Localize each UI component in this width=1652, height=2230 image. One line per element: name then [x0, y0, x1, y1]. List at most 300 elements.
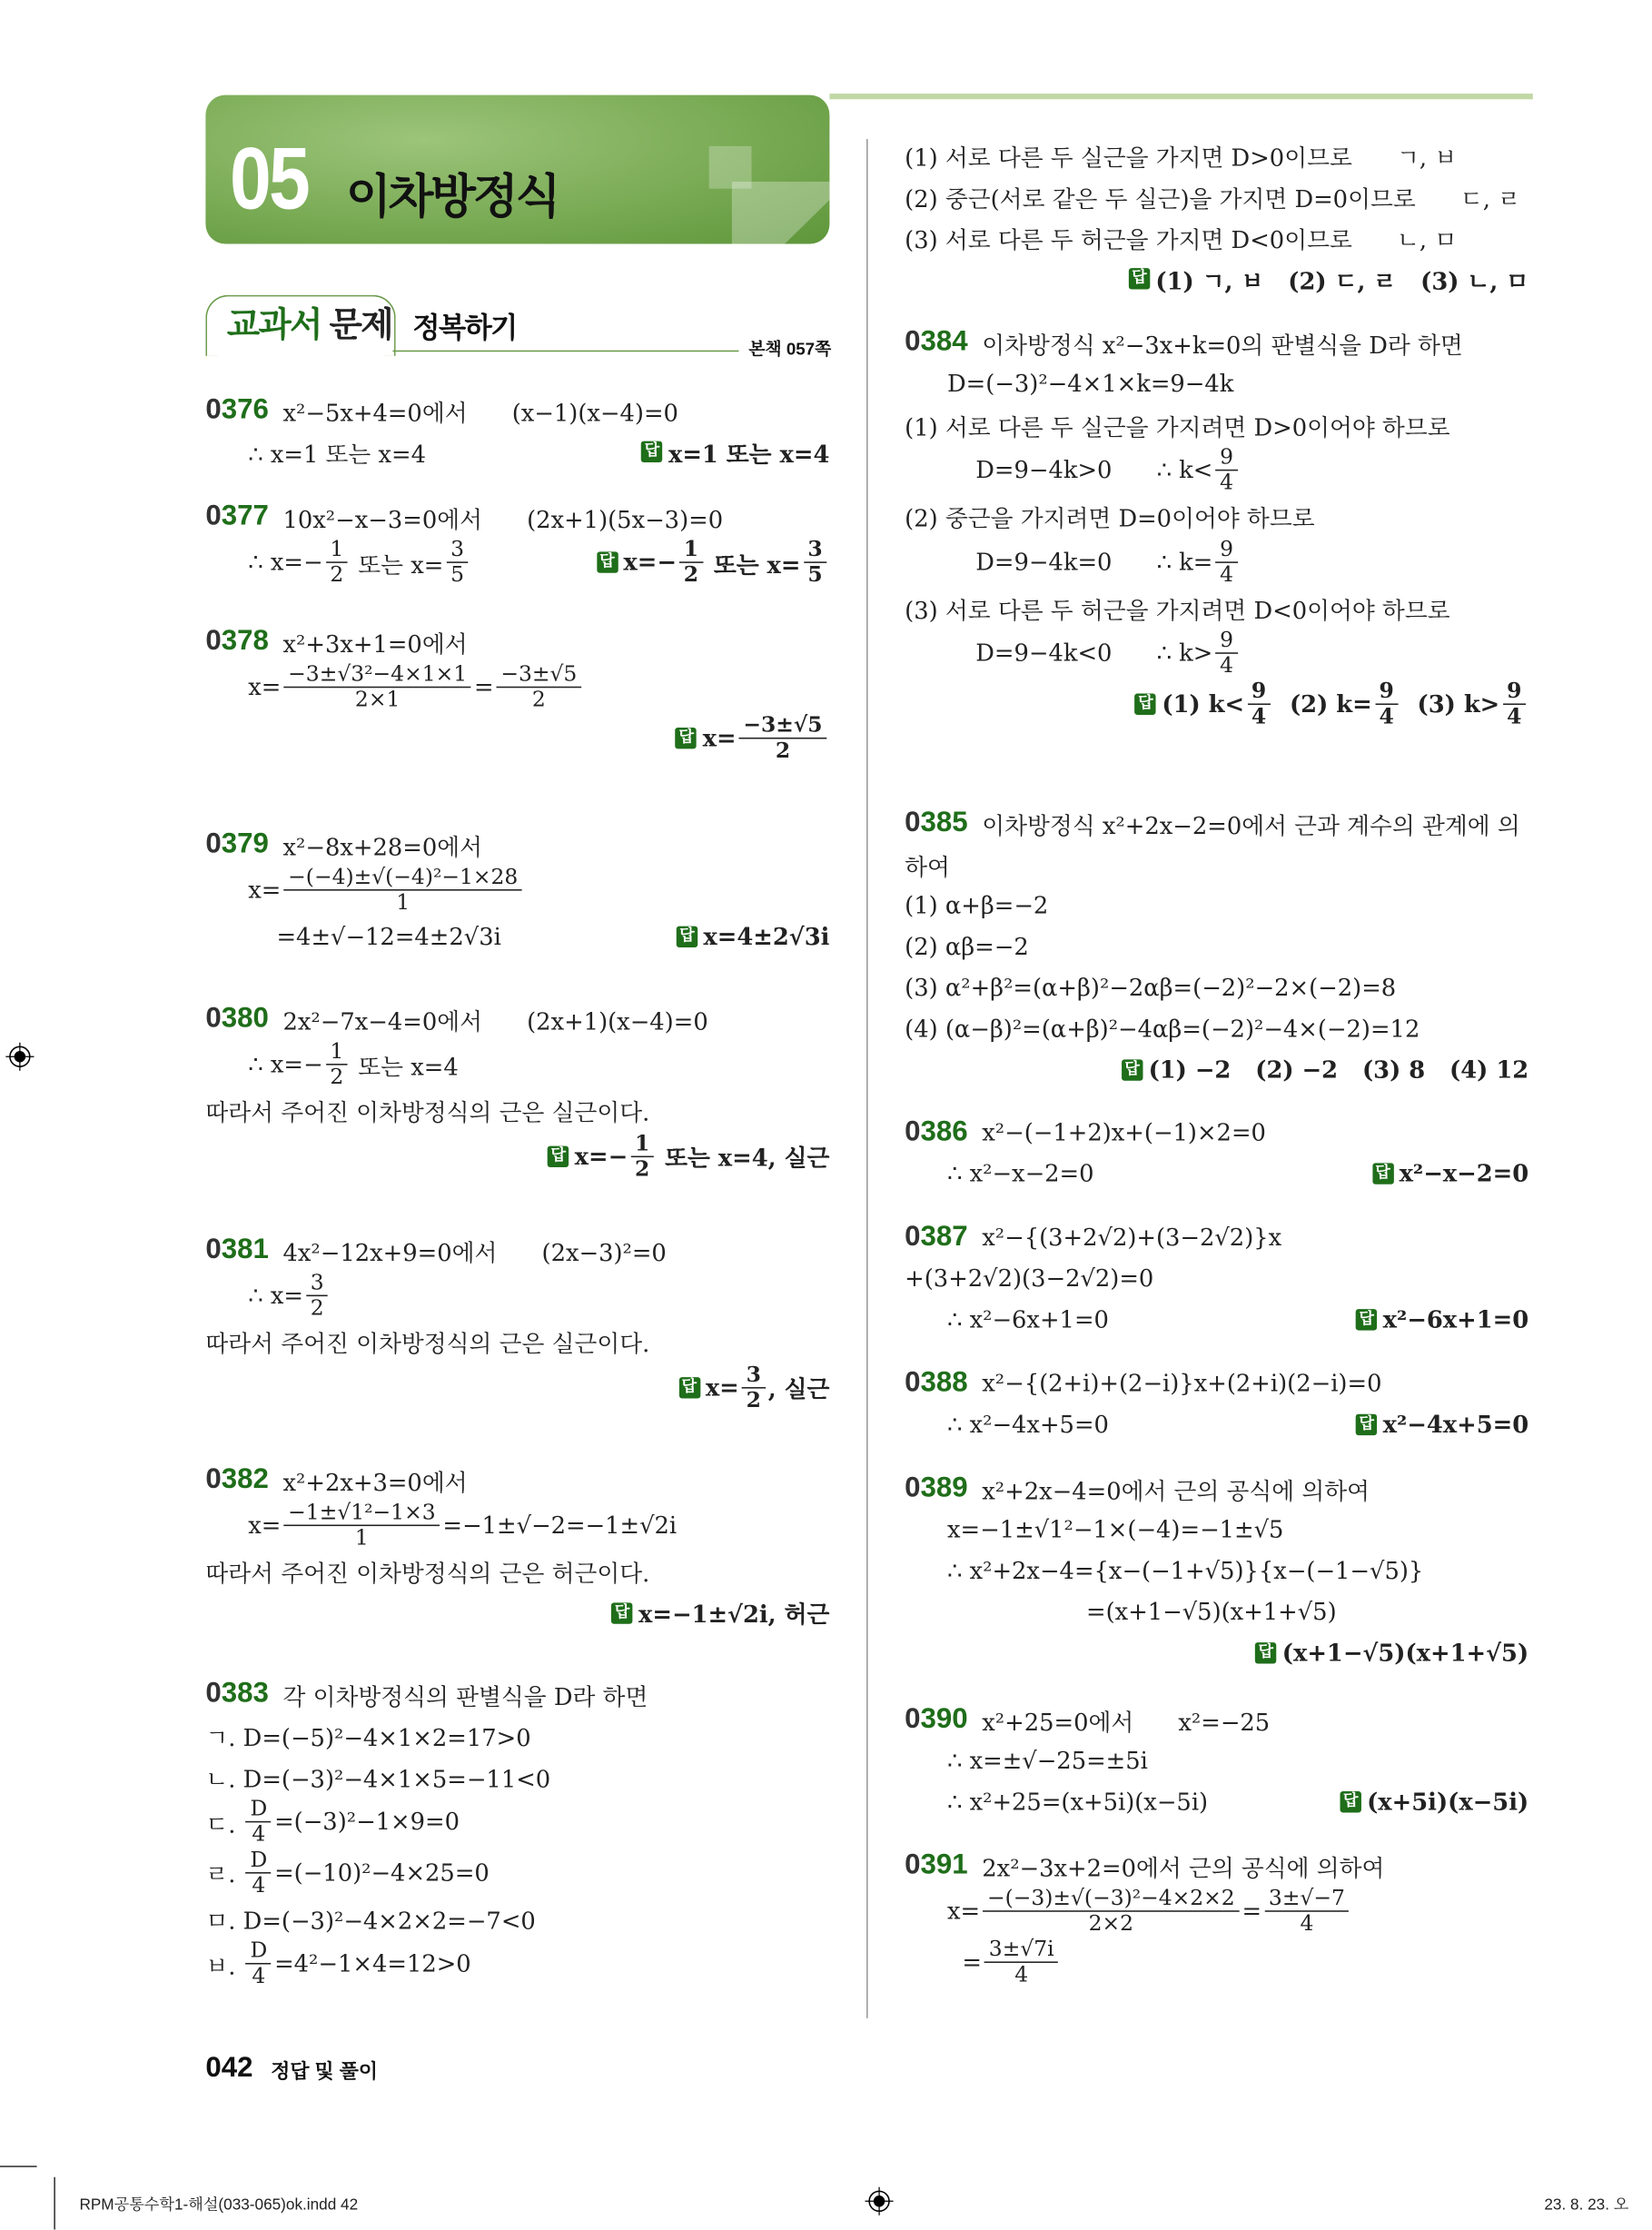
solution-line — [905, 927, 1528, 967]
numerator: D — [246, 1938, 272, 1964]
math-text: x= — [705, 1373, 739, 1402]
solution-line — [905, 587, 1528, 628]
fraction — [246, 1797, 272, 1847]
math-text: ∴ x=1 또는 x=4 — [248, 440, 427, 468]
numerator: D — [246, 1797, 272, 1822]
problem-0385 — [905, 803, 1528, 1091]
solution-line — [905, 404, 1528, 445]
numerator: 9 — [1375, 679, 1399, 704]
math-text: x²+25=0에서 x²=−25 — [982, 1708, 1271, 1736]
fraction — [1215, 445, 1237, 495]
denominator: 4 — [1220, 560, 1234, 588]
problem-number-suffix: 390 — [920, 1703, 968, 1735]
answer — [1356, 1306, 1528, 1333]
problem-number — [905, 1472, 967, 1505]
math-text: x²−{(3+2√2)+(3−2√2)}x — [982, 1224, 1282, 1252]
problem-number — [205, 1003, 268, 1036]
numerator: −1±√1²−1×3 — [283, 1501, 440, 1526]
math-text: (1) α+β=−2 — [905, 892, 1049, 919]
problem-number — [905, 807, 967, 839]
problem-number-prefix: 0 — [205, 501, 222, 532]
solution-line — [205, 824, 829, 865]
numerator: 3 — [306, 1271, 328, 1296]
math-text: = — [1241, 1898, 1262, 1926]
denominator: 2 — [683, 561, 699, 588]
math-text: = — [473, 674, 494, 701]
denominator: 4 — [252, 1821, 266, 1848]
math-text: x²−(−1+2)x+(−1)×2=0 — [982, 1118, 1266, 1146]
problem-0388 — [905, 1363, 1528, 1446]
answer-line — [905, 1049, 1528, 1090]
fraction — [739, 713, 827, 763]
numerator: −(−4)±√(−4)²−1×28 — [283, 865, 521, 890]
math-text: ∴ x= — [248, 1282, 303, 1310]
answer-badge-icon: 답 — [1356, 1309, 1377, 1330]
solution-line — [905, 176, 1528, 217]
solution-line — [905, 1153, 1528, 1194]
solution-line — [905, 967, 1528, 1008]
fraction — [1215, 537, 1237, 587]
math-text: x²+3x+1=0에서 — [282, 630, 468, 658]
math-text: (2) 중근(서로 같은 두 실근)을 가지면 D=0이므로 ㄷ, ㄹ — [905, 184, 1521, 213]
solution-line — [205, 1898, 829, 1938]
solution-line — [205, 1460, 829, 1501]
fraction — [1502, 679, 1526, 728]
problem-number-suffix: 385 — [920, 807, 968, 838]
numerator: −3±√3²−4×1×1 — [283, 662, 470, 688]
page-number: 042 — [205, 2052, 253, 2084]
fraction — [984, 1937, 1058, 1987]
math-text: +(3+2√2)(3−2√2)=0 — [905, 1264, 1154, 1293]
solution-line — [905, 217, 1528, 258]
math-text: 10x²−x−3=0에서 (2x+1)(5x−3)=0 — [282, 505, 724, 533]
math-text: x=− — [574, 1143, 628, 1170]
solution-line — [905, 1258, 1528, 1299]
numerator: −3±√5 — [739, 713, 827, 738]
problem-number-suffix: 380 — [221, 1002, 269, 1035]
problem-0389 — [905, 1468, 1528, 1673]
fraction — [983, 1887, 1239, 1937]
math-text: (3) 서로 다른 두 허근을 가지면 D<0이므로 ㄴ, ㅁ — [905, 226, 1458, 253]
solution-line — [905, 1591, 1528, 1632]
problem-number-prefix: 0 — [205, 828, 222, 860]
math-text: (1) ㄱ, ㅂ (2) ㄷ, ㄹ (3) ㄴ, ㅁ — [1155, 267, 1529, 294]
registration-mark-icon — [865, 2187, 893, 2215]
problem-number — [905, 1849, 967, 1882]
math-text: x²+2x+3=0에서 — [282, 1468, 468, 1496]
answer-badge-icon: 답 — [641, 441, 662, 462]
solution-line — [205, 1037, 829, 1090]
math-text: (4) (α−β)²=(α+β)²−4αβ=(−2)²−4×(−2)=12 — [905, 1015, 1420, 1043]
problem-number — [205, 828, 268, 861]
solution-line — [205, 1271, 829, 1321]
problem-number-suffix: 387 — [920, 1221, 968, 1253]
numerator: 3±√7i — [984, 1937, 1058, 1962]
numerator: 3 — [804, 538, 827, 563]
math-text: 따라서 주어진 이차방정식의 근은 실근이다. — [205, 1330, 650, 1358]
math-text: =−1±√−2=−1±√2i — [442, 1511, 678, 1540]
problem-number — [205, 626, 268, 659]
fraction — [804, 538, 827, 588]
fraction — [1247, 679, 1271, 728]
numerator: D — [246, 1848, 272, 1873]
math-text: x= — [248, 1511, 282, 1540]
problem-0377 — [205, 496, 829, 588]
solution-line — [205, 1797, 829, 1847]
math-text: ∴ x²−x−2=0 — [947, 1160, 1094, 1187]
numerator: 3 — [446, 538, 468, 563]
problem-number — [905, 1367, 967, 1400]
problem-number-prefix: 0 — [205, 625, 222, 657]
answer-badge-icon: 답 — [1129, 268, 1150, 289]
math-text: x²−{(2+i)+(2−i)}x+(2+i)(2−i)=0 — [982, 1370, 1382, 1397]
denominator: 4 — [252, 1871, 266, 1898]
problem-number-suffix: 383 — [221, 1678, 269, 1710]
solution-line — [905, 1299, 1528, 1340]
problem-number-prefix: 0 — [205, 1002, 222, 1035]
math-text: 각 이차방정식의 판별식을 D라 하면 — [282, 1682, 648, 1710]
problem-number-prefix: 0 — [905, 1472, 921, 1504]
problem-0380 — [205, 998, 829, 1181]
header-rule — [829, 94, 1532, 99]
column-divider — [866, 139, 868, 2018]
math-text: 4x²−12x+9=0에서 (2x−3)²=0 — [282, 1238, 667, 1266]
solution-line — [905, 1781, 1528, 1822]
denominator: 2 — [330, 1064, 344, 1090]
answer-line — [905, 679, 1528, 728]
problem-0378 — [205, 621, 829, 763]
fraction — [497, 662, 581, 712]
solution-line — [905, 537, 1528, 587]
numerator: 1 — [630, 1131, 654, 1156]
math-text: D=9−4k<0 ∴ k> — [975, 639, 1213, 668]
fraction — [246, 1848, 272, 1898]
solution-line — [905, 1509, 1528, 1550]
numerator: −(−3)±√(−3)²−4×2×2 — [983, 1887, 1239, 1912]
denominator: 2 — [634, 1155, 650, 1182]
math-text: =(−3)²−1×9=0 — [274, 1809, 460, 1836]
denominator: 4 — [1251, 703, 1267, 729]
answer-line — [905, 1632, 1528, 1673]
fraction — [679, 538, 703, 588]
section-rule — [393, 351, 739, 352]
math-text: x²+2x−4=0에서 근의 공식에 의하여 — [982, 1477, 1370, 1504]
math-text: ㅂ. — [205, 1952, 243, 1980]
solution-line — [205, 1848, 829, 1898]
solution-line — [205, 998, 829, 1039]
fraction — [283, 662, 470, 712]
answer-badge-icon: 답 — [1372, 1163, 1393, 1184]
math-text: x²−8x+28=0에서 — [282, 833, 482, 860]
denominator: 4 — [1300, 1910, 1314, 1937]
numerator: 9 — [1247, 679, 1271, 704]
denominator: 4 — [1507, 703, 1522, 729]
answer-badge-icon: 답 — [677, 926, 697, 947]
numerator: 3 — [742, 1363, 766, 1388]
problem-number-prefix: 0 — [905, 1221, 921, 1253]
problem-0387 — [905, 1217, 1528, 1341]
registration-mark-icon — [5, 1043, 34, 1071]
fraction — [326, 538, 348, 588]
math-text: =(x+1−√5)(x+1+√5) — [1086, 1598, 1337, 1626]
math-text: =4²−1×4=12>0 — [274, 1950, 471, 1977]
math-text: x²−6x+1=0 — [1382, 1306, 1529, 1333]
solution-line — [205, 621, 829, 662]
problem-number-suffix: 379 — [221, 828, 269, 860]
math-text: ∴ x²−4x+5=0 — [947, 1411, 1109, 1439]
section-tab-black: 문제 — [329, 306, 392, 345]
denominator: 2 — [310, 1294, 324, 1322]
denominator: 5 — [450, 561, 465, 588]
solution-line — [905, 134, 1528, 175]
answer — [1340, 1789, 1528, 1816]
problem-number-suffix: 389 — [920, 1472, 968, 1504]
solution-line — [905, 1404, 1528, 1445]
math-text: x=− — [623, 549, 677, 577]
problem-number-suffix: 384 — [920, 326, 968, 358]
math-text: x= — [248, 877, 282, 905]
math-text: (x+5i)(x−5i) — [1367, 1788, 1529, 1816]
math-text: 또는 x= — [705, 550, 801, 579]
answer-line — [205, 713, 829, 763]
solution-line — [905, 629, 1528, 679]
numerator: −3±√5 — [497, 662, 581, 688]
problem-number — [905, 1116, 967, 1149]
solution-line — [905, 1217, 1528, 1258]
math-text: =4±√−12=4±2√3i — [276, 922, 501, 950]
problem-number-prefix: 0 — [905, 326, 921, 358]
answer — [1356, 1412, 1528, 1439]
solution-line — [905, 363, 1528, 404]
solution-line — [205, 538, 829, 588]
math-text: ∴ x=− — [248, 1051, 323, 1079]
solution-line — [905, 322, 1528, 362]
math-text: (2) αβ=−2 — [905, 933, 1029, 961]
math-text: (3) k> — [1400, 690, 1500, 718]
fraction — [630, 1131, 654, 1181]
problem-number — [205, 1463, 268, 1496]
problem-number-suffix: 381 — [221, 1234, 269, 1265]
fraction — [283, 1501, 440, 1551]
answer-badge-icon: 답 — [611, 1602, 632, 1623]
answer-badge-icon: 답 — [678, 1377, 699, 1398]
problem-number-suffix: 382 — [221, 1463, 269, 1495]
problem-number-prefix: 0 — [905, 1703, 921, 1735]
problem-number — [905, 326, 967, 359]
numerator: 3±√−7 — [1264, 1887, 1349, 1912]
math-text: (1) −2 (2) −2 (3) 8 (4) 12 — [1148, 1056, 1529, 1084]
math-text: x= — [702, 724, 737, 752]
answer-badge-icon: 답 — [1340, 1791, 1360, 1812]
numerator: 9 — [1215, 537, 1237, 562]
solution-line — [905, 1468, 1528, 1509]
fraction — [326, 1037, 348, 1090]
math-text: ∴ x=− — [248, 549, 323, 577]
problem-number — [205, 1678, 268, 1710]
solution-line — [205, 1321, 829, 1362]
problem-0382 — [205, 1460, 829, 1633]
solution-line — [205, 1673, 829, 1714]
denominator: 2×1 — [354, 687, 401, 713]
section-tab-label — [226, 306, 392, 345]
answer-badge-icon: 답 — [597, 552, 618, 573]
chapter-title: 이차방정식 — [345, 170, 559, 223]
math-text: 2x²−3x+2=0에서 근의 공식에 의하여 — [982, 1854, 1385, 1882]
math-text: D=(−3)²−4×1×k=9−4k — [947, 370, 1234, 398]
problem-continued — [905, 134, 1528, 299]
problem-number-suffix: 376 — [221, 394, 269, 426]
solution-line — [205, 1551, 829, 1591]
math-text: (2) 중근을 가지려면 D=0이어야 하므로 — [905, 504, 1315, 532]
math-text: x=−1±√1²−1×(−4)=−1±√5 — [947, 1516, 1284, 1543]
math-text: x²−x−2=0 — [1399, 1160, 1529, 1187]
crop-mark — [54, 2177, 55, 2230]
math-text: (x+1−√5)(x+1+√5) — [1281, 1639, 1529, 1667]
fraction — [1264, 1887, 1349, 1937]
problem-number-suffix: 386 — [920, 1115, 968, 1148]
answer-badge-icon: 답 — [1255, 1642, 1276, 1663]
problem-number — [905, 1703, 967, 1736]
math-text: ∴ x²+25=(x+5i)(x−5i) — [947, 1788, 1209, 1816]
page-reference: 본책 057쪽 — [748, 339, 832, 360]
answer — [641, 435, 829, 469]
denominator: 4 — [1379, 703, 1394, 729]
problem-0386 — [905, 1112, 1528, 1194]
denominator: 1 — [354, 1524, 369, 1551]
solution-line — [905, 496, 1528, 537]
denominator: 1 — [396, 889, 411, 916]
denominator: 4 — [1220, 470, 1234, 496]
denominator: 2×2 — [1088, 1910, 1134, 1937]
problem-number-prefix: 0 — [905, 1849, 921, 1881]
fraction — [306, 1271, 328, 1321]
math-text: x²−4x+5=0 — [1382, 1411, 1529, 1439]
math-text: ∴ x=±√−25=±5i — [947, 1747, 1148, 1775]
solution-line — [905, 1112, 1528, 1153]
problem-number-suffix: 388 — [920, 1367, 968, 1399]
answer-line — [205, 1592, 829, 1633]
problem-0381 — [205, 1230, 829, 1412]
math-text: x=4±2√3i — [703, 922, 830, 950]
problem-number-prefix: 0 — [205, 1234, 222, 1265]
problem-number-prefix: 0 — [205, 1463, 222, 1495]
problem-0376 — [205, 390, 829, 472]
problem-number — [205, 394, 268, 427]
solution-line — [905, 844, 1528, 885]
numerator: 9 — [1215, 629, 1237, 654]
math-text: D=9−4k=0 ∴ k= — [975, 548, 1213, 576]
math-text: (1) 서로 다른 두 실근을 가지면 D>0이므로 ㄱ, ㅂ — [905, 144, 1458, 172]
problem-number-prefix: 0 — [905, 1367, 921, 1399]
problem-0384 — [905, 322, 1528, 728]
problem-number-prefix: 0 — [905, 807, 921, 838]
math-text: 하여 — [905, 853, 950, 880]
solution-line — [205, 662, 829, 712]
math-text: x=1 또는 x=4 — [668, 440, 830, 468]
solution-line — [205, 1090, 829, 1131]
problem-number — [205, 1234, 268, 1266]
solution-line — [205, 865, 829, 915]
problem-number-prefix: 0 — [205, 394, 222, 426]
math-text: x=−1±√2i, 허근 — [638, 1601, 830, 1629]
math-text: 따라서 주어진 이차방정식의 근은 실근이다. — [205, 1099, 650, 1126]
math-text: ㄹ. — [205, 1860, 243, 1888]
numerator: 1 — [326, 538, 348, 563]
math-text: ㅁ. D=(−3)²−4×2×2=−7<0 — [205, 1907, 536, 1934]
solution-line — [905, 1937, 1528, 1987]
answer — [1372, 1160, 1528, 1187]
math-text: 따라서 주어진 이차방정식의 근은 허근이다. — [205, 1560, 650, 1588]
answer — [597, 538, 830, 588]
math-text: = — [947, 1948, 983, 1976]
fraction — [246, 1938, 272, 1988]
denominator: 2 — [746, 1386, 761, 1412]
solution-line — [905, 1551, 1528, 1591]
numerator: 9 — [1215, 445, 1237, 471]
answer-line — [905, 258, 1528, 299]
problem-0390 — [905, 1700, 1528, 1823]
numerator: 1 — [679, 538, 703, 563]
slug-filename: RPM공통수학1-해설(033-065)ok.indd 42 — [79, 2196, 359, 2215]
answer — [677, 923, 830, 950]
math-text: 2x²−7x−4=0에서 (2x+1)(x−4)=0 — [282, 1007, 708, 1036]
denominator: 2 — [330, 561, 344, 588]
fraction — [1375, 679, 1399, 728]
answer-badge-icon: 답 — [1135, 693, 1156, 714]
problem-number-prefix: 0 — [905, 1115, 921, 1148]
math-text: (1) 서로 다른 두 실근을 가지려면 D>0이어야 하므로 — [905, 413, 1450, 441]
math-text: (3) 서로 다른 두 허근을 가지려면 D<0이어야 하므로 — [905, 596, 1450, 624]
solution-line — [905, 1363, 1528, 1404]
problem-0379 — [205, 824, 829, 956]
solution-line — [205, 496, 829, 537]
math-text: (2) k= — [1273, 690, 1372, 718]
math-text: 또는 x=4, 실근 — [657, 1145, 830, 1173]
fraction — [1215, 629, 1237, 679]
math-text: D=9−4k>0 ∴ k< — [975, 457, 1213, 484]
solution-line — [205, 390, 829, 431]
solution-line — [205, 1501, 829, 1551]
math-text: =(−10)²−4×25=0 — [274, 1858, 490, 1887]
problem-number-suffix: 377 — [221, 501, 269, 532]
solution-line — [905, 1845, 1528, 1886]
problem-number — [905, 1221, 967, 1254]
answer-line — [205, 1363, 829, 1412]
math-text: x= — [947, 1898, 981, 1926]
problem-number-prefix: 0 — [205, 1678, 222, 1710]
crop-mark — [0, 2166, 37, 2167]
solution-line — [905, 885, 1528, 926]
fraction — [742, 1363, 766, 1412]
problem-number — [205, 501, 268, 533]
math-text: ㄴ. D=(−3)²−4×1×5=−11<0 — [205, 1765, 551, 1792]
footer-label: 정답 및 풀이 — [271, 2059, 378, 2083]
math-text: (3) α²+β²=(α+β)²−2αβ=(−2)²−2×(−2)=8 — [905, 974, 1397, 1002]
answer-badge-icon: 답 — [676, 728, 697, 748]
denominator: 4 — [1220, 652, 1234, 679]
math-text: ㄷ. — [205, 1810, 243, 1839]
slug-date: 23. 8. 23. 오 — [1544, 2196, 1629, 2215]
denominator: 4 — [1014, 1961, 1029, 1987]
answer-line — [205, 1131, 829, 1181]
numerator: 9 — [1502, 679, 1526, 704]
problem-number-suffix: 378 — [221, 625, 269, 657]
solution-line — [905, 1740, 1528, 1781]
solution-line — [205, 1938, 829, 1988]
math-text: (1) k< — [1162, 690, 1245, 718]
solution-line — [905, 1700, 1528, 1740]
problem-0391 — [905, 1845, 1528, 1987]
